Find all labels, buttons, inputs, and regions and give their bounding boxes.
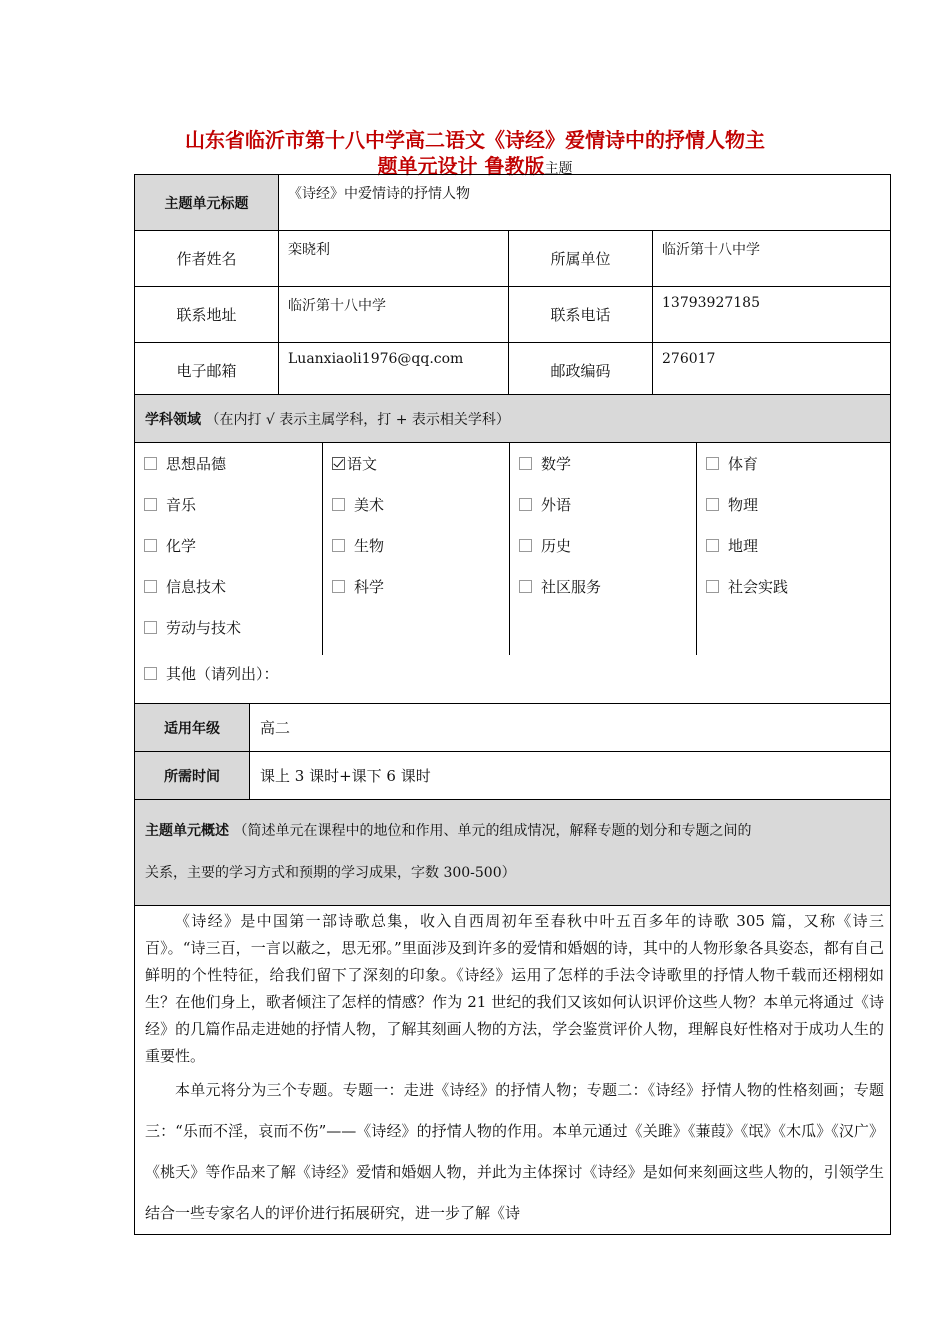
subject-item[interactable] — [706, 494, 758, 515]
email-label: 电子邮箱 — [135, 343, 279, 399]
subject-column-3 — [509, 443, 697, 655]
time-label: 所需时间 — [135, 752, 250, 800]
author-label: 作者姓名 — [135, 231, 279, 287]
checkbox-icon[interactable] — [144, 580, 157, 593]
overview-note-line2: 关系，主要的学习方式和预期的学习成果，字数 300-500） — [145, 865, 516, 881]
subject-columns — [135, 443, 890, 683]
subject-label: 物理 — [728, 496, 759, 514]
checkbox-icon[interactable] — [144, 457, 157, 470]
checkbox-icon[interactable] — [332, 580, 345, 593]
checkbox-icon[interactable] — [332, 539, 345, 552]
subject-label: 社会实践 — [728, 578, 789, 596]
checkbox-icon[interactable] — [144, 539, 157, 552]
subject-item[interactable] — [144, 617, 241, 638]
subject-item[interactable] — [519, 453, 571, 474]
address-label: 联系地址 — [135, 287, 279, 343]
phone-label: 联系电话 — [509, 287, 653, 343]
subject-label: 外语 — [541, 496, 572, 514]
subject-label: 美术 — [354, 496, 385, 514]
subject-item[interactable] — [332, 535, 384, 556]
other-subjects[interactable] — [144, 663, 279, 684]
checked-checkbox-icon[interactable] — [332, 457, 345, 470]
postcode-value: 276017 — [653, 343, 891, 399]
unit-info-table — [134, 174, 891, 399]
checkbox-icon[interactable] — [519, 498, 532, 511]
checkbox-icon[interactable] — [144, 621, 157, 634]
subject-item[interactable] — [144, 494, 196, 515]
subject-header-label: 学科领域 — [145, 411, 201, 428]
subject-item[interactable] — [519, 494, 571, 515]
subject-column-2 — [322, 443, 510, 655]
subject-column-1 — [135, 443, 322, 655]
subject-label: 社区服务 — [541, 578, 602, 596]
subject-label: 思想品德 — [166, 455, 227, 473]
org-label: 所属单位 — [509, 231, 653, 287]
subject-label: 生物 — [354, 537, 385, 555]
grade-label: 适用年级 — [135, 704, 250, 752]
overview-note-line1: （简述单元在课程中的地位和作用、单元的组成情况，解释专题的划分和专题之间的 — [233, 823, 752, 839]
subject-item[interactable] — [519, 576, 601, 597]
unit-title-value: 《诗经》中爱情诗的抒情人物 — [279, 175, 891, 231]
grade-value: 高二 — [250, 704, 891, 752]
subject-table — [134, 394, 891, 1235]
subject-item[interactable] — [144, 453, 226, 474]
overview-body — [135, 906, 891, 1235]
subject-column-4 — [696, 443, 891, 655]
subject-label: 地理 — [728, 537, 759, 555]
org-value: 临沂第十八中学 — [653, 231, 891, 287]
subject-header — [135, 395, 891, 443]
title-line2-suffix: 主题 — [544, 161, 573, 177]
subject-item[interactable] — [332, 576, 384, 597]
subject-item[interactable] — [519, 535, 571, 556]
subject-label: 劳动与技术 — [166, 619, 242, 637]
time-value: 课上 3 课时+课下 6 课时 — [250, 752, 891, 800]
document-title-line1: 山东省临沂市第十八中学高二语文《诗经》爱情诗中的抒情人物主 — [185, 128, 765, 152]
phone-value: 13793927185 — [653, 287, 891, 343]
checkbox-icon[interactable] — [144, 667, 157, 680]
subject-item[interactable] — [144, 576, 226, 597]
subject-item-checked[interactable] — [332, 453, 377, 474]
checkbox-icon[interactable] — [706, 580, 719, 593]
unit-title-label: 主题单元标题 — [135, 175, 279, 231]
checkbox-icon[interactable] — [706, 457, 719, 470]
checkbox-icon[interactable] — [706, 498, 719, 511]
checkbox-icon[interactable] — [706, 539, 719, 552]
checkbox-icon[interactable] — [144, 498, 157, 511]
subject-header-note: （在内打 √ 表示主属学科，打 + 表示相关学科） — [205, 411, 510, 428]
subject-grid — [135, 443, 891, 704]
other-subjects-label: 其他（请列出）： — [166, 665, 279, 683]
subject-label: 信息技术 — [166, 578, 227, 596]
subject-label: 语文 — [347, 455, 378, 473]
checkbox-icon[interactable] — [519, 580, 532, 593]
subject-label: 历史 — [541, 537, 572, 555]
author-value: 栾晓利 — [279, 231, 509, 287]
overview-paragraph-1: 《诗经》是中国第一部诗歌总集，收入自西周初年至春秋中叶五百多年的诗歌 305 篇，又称《诗三百》。“诗三百，一言以蔽之，思无邪。”里面涉及到许多的爱情和婚姻的诗，其中的人物形象各具姿态，都有自己鲜明的个性特征，给我们留下了深刻的印象。《诗经》运用了怎样的手法令诗歌里的抒情人物千载而还栩栩如生？在他们身上，歌者倾注了怎样的情感？作为 21 世纪的我们又该如何认识评价这些人物？本单元将通过《诗经》的几篇作品走进她的抒情人物，了解其刻画人物的方法，学会鉴赏评价人物，理解良好性格对于成功人生的重要性。 — [145, 912, 884, 1065]
checkbox-icon[interactable] — [332, 498, 345, 511]
email-value: Luanxiaoli1976@qq.com — [279, 343, 509, 399]
checkbox-icon[interactable] — [519, 457, 532, 470]
subject-label: 数学 — [541, 455, 572, 473]
overview-header — [135, 800, 891, 906]
subject-item[interactable] — [706, 453, 758, 474]
subject-label: 科学 — [354, 578, 385, 596]
subject-item[interactable] — [706, 576, 788, 597]
address-value: 临沂第十八中学 — [279, 287, 509, 343]
subject-label: 化学 — [166, 537, 197, 555]
checkbox-icon[interactable] — [519, 539, 532, 552]
subject-label: 体育 — [728, 455, 759, 473]
subject-item[interactable] — [144, 535, 196, 556]
subject-item[interactable] — [706, 535, 758, 556]
subject-item[interactable] — [332, 494, 384, 515]
title-line2-text: 题单元设计 鲁教版 — [377, 154, 545, 178]
subject-label: 音乐 — [166, 496, 197, 514]
overview-paragraph-2: 本单元将分为三个专题。专题一：走进《诗经》的抒情人物；专题二：《诗经》抒情人物的性格刻画；专题三：“乐而不淫，哀而不伤”——《诗经》的抒情人物的作用。本单元通过《关雎》《蒹葭》《氓》《木瓜》《汉广》《桃夭》等作品来了解《诗经》爱情和婚姻人物，并此为主体探讨《诗经》是如何来刻画这些人物的，引领学生结合一些专家名人的评价进行拓展研究，进一步了解《诗 — [145, 1081, 884, 1222]
postcode-label: 邮政编码 — [509, 343, 653, 399]
overview-label: 主题单元概述 — [145, 823, 229, 839]
